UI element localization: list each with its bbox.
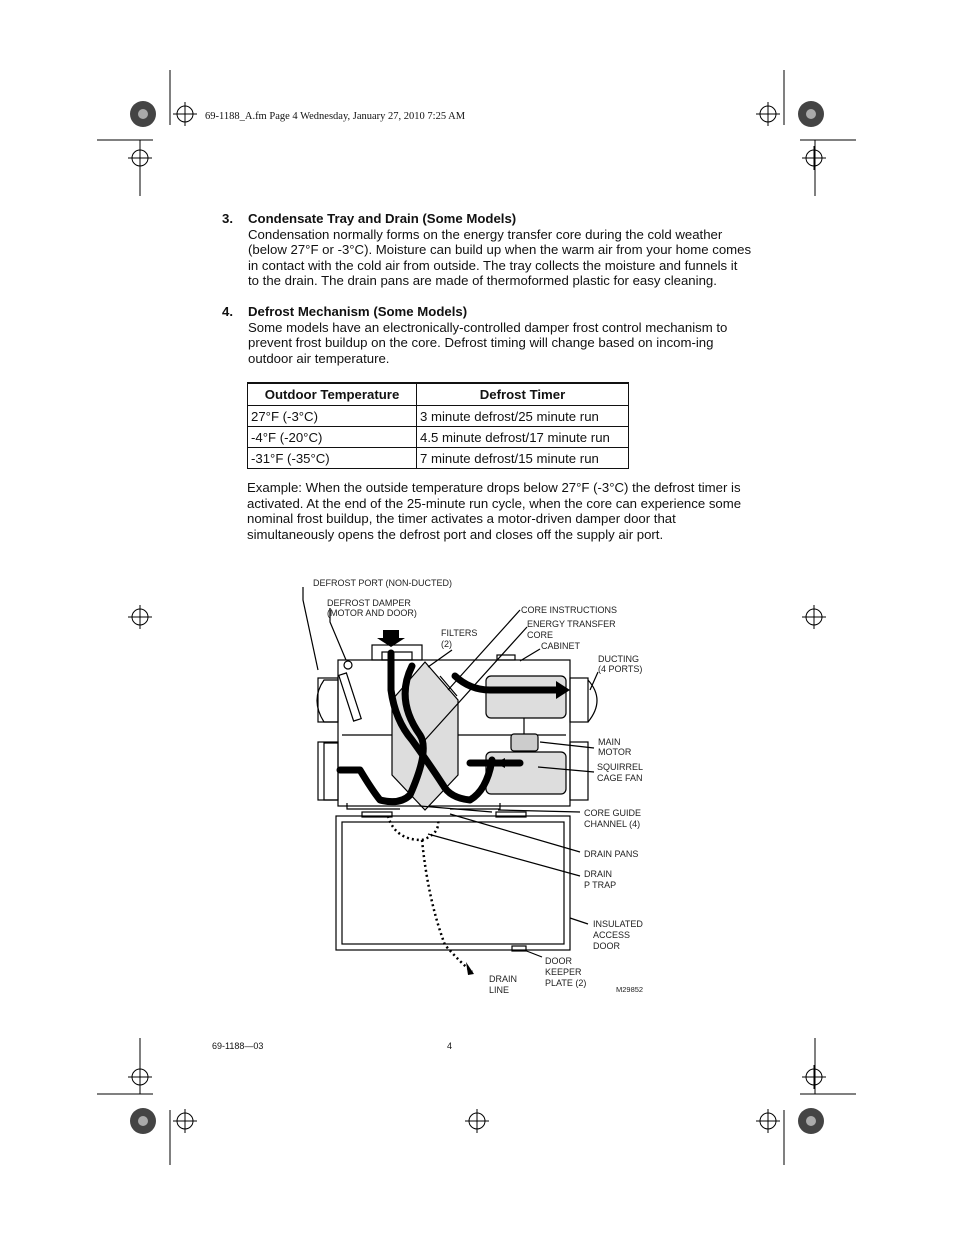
section-body: Condensation normally forms on the energy transfer core during the cold weather (below 27°F or -3°C). Moisture can build up when the warm air from your home comes in contact with the cold air from outside. The tray collects the moisture and funnels it to the drain. The drain pans are made of thermoformed plastic for easy cleaning. xyxy=(248,226,752,289)
label-energy-transfer-core-sub: CORE xyxy=(527,630,554,640)
label-core-guide-channel: CORE GUIDE xyxy=(584,808,642,818)
label-main-motor-sub: MOTOR xyxy=(598,747,632,757)
label-drain-line: DRAIN xyxy=(489,974,518,984)
section-title: Condensate Tray and Drain (Some Models) xyxy=(248,211,517,226)
figure-code: M29852 xyxy=(616,985,644,994)
label-insulated-access-door-2: ACCESS xyxy=(593,930,631,940)
label-door-keeper-plate-3: PLATE (2) xyxy=(545,978,587,988)
section-title: Defrost Mechanism (Some Models) xyxy=(248,304,468,319)
table-header-cell: Outdoor Temperature xyxy=(248,383,417,406)
label-core-guide-channel-sub: CHANNEL (4) xyxy=(584,819,641,829)
label-filters-count: (2) xyxy=(441,639,452,649)
label-energy-transfer-core: ENERGY TRANSFER xyxy=(527,619,616,629)
file-header-line: 69-1188_A.fm Page 4 Wednesday, January 27, 2010 7:25 AM xyxy=(205,111,466,122)
label-defrost-damper-sub: (MOTOR AND DOOR) xyxy=(327,608,417,618)
table-cell: -4°F (-20°C) xyxy=(248,427,417,448)
label-drain-line-sub: LINE xyxy=(489,985,510,995)
table-header-cell: Defrost Timer xyxy=(417,383,629,406)
label-drain-p-trap-sub: P TRAP xyxy=(584,880,617,890)
label-door-keeper-plate: DOOR xyxy=(545,956,572,966)
label-squirrel-cage-fan-sub: CAGE FAN xyxy=(597,773,643,783)
label-cabinet: CABINET xyxy=(541,641,581,651)
page-number: 4 xyxy=(447,1041,453,1051)
label-insulated-access-door-3: DOOR xyxy=(593,941,620,951)
label-drain-pans: DRAIN PANS xyxy=(584,849,639,859)
label-defrost-port: DEFROST PORT (NON-DUCTED) xyxy=(313,578,453,588)
example-paragraph: Example: When the outside temperature drops below 27°F (-3°C) the defrost timer is activated. At the end of the 25-minute run cycle, when the core can experience some nominal frost buildup, the timer activates a motor-driven damper door that simultaneously opens the defrost port and closes off the supply air port. xyxy=(247,480,742,542)
label-core-instructions: CORE INSTRUCTIONS xyxy=(521,605,618,615)
label-drain-p-trap: DRAIN xyxy=(584,869,613,879)
section-number: 3. xyxy=(222,211,233,226)
label-squirrel-cage-fan: SQUIRREL xyxy=(597,762,644,772)
label-main-motor: MAIN xyxy=(598,737,621,747)
document-number: 69-1188—03 xyxy=(212,1041,264,1051)
table-cell: 3 minute defrost/25 minute run xyxy=(417,406,629,427)
label-ducting: DUCTING xyxy=(598,654,639,664)
table-cell: 7 minute defrost/15 minute run xyxy=(417,448,629,469)
label-door-keeper-plate-2: KEEPER xyxy=(545,967,582,977)
table-cell: 4.5 minute defrost/17 minute run xyxy=(417,427,629,448)
label-ducting-ports: (4 PORTS) xyxy=(598,664,643,674)
label-insulated-access-door: INSULATED xyxy=(593,919,643,929)
table-cell: 27°F (-3°C) xyxy=(248,406,417,427)
section-body: Some models have an electronically-controlled damper frost control mechanism to prevent frost buildup on the core. Defrost timing will change based on incom-ing outdoor air temperature. xyxy=(248,319,728,366)
section-number: 4. xyxy=(222,304,233,319)
table-cell: -31°F (-35°C) xyxy=(248,448,417,469)
label-defrost-damper: DEFROST DAMPER xyxy=(327,598,411,608)
label-filters: FILTERS xyxy=(441,628,478,638)
